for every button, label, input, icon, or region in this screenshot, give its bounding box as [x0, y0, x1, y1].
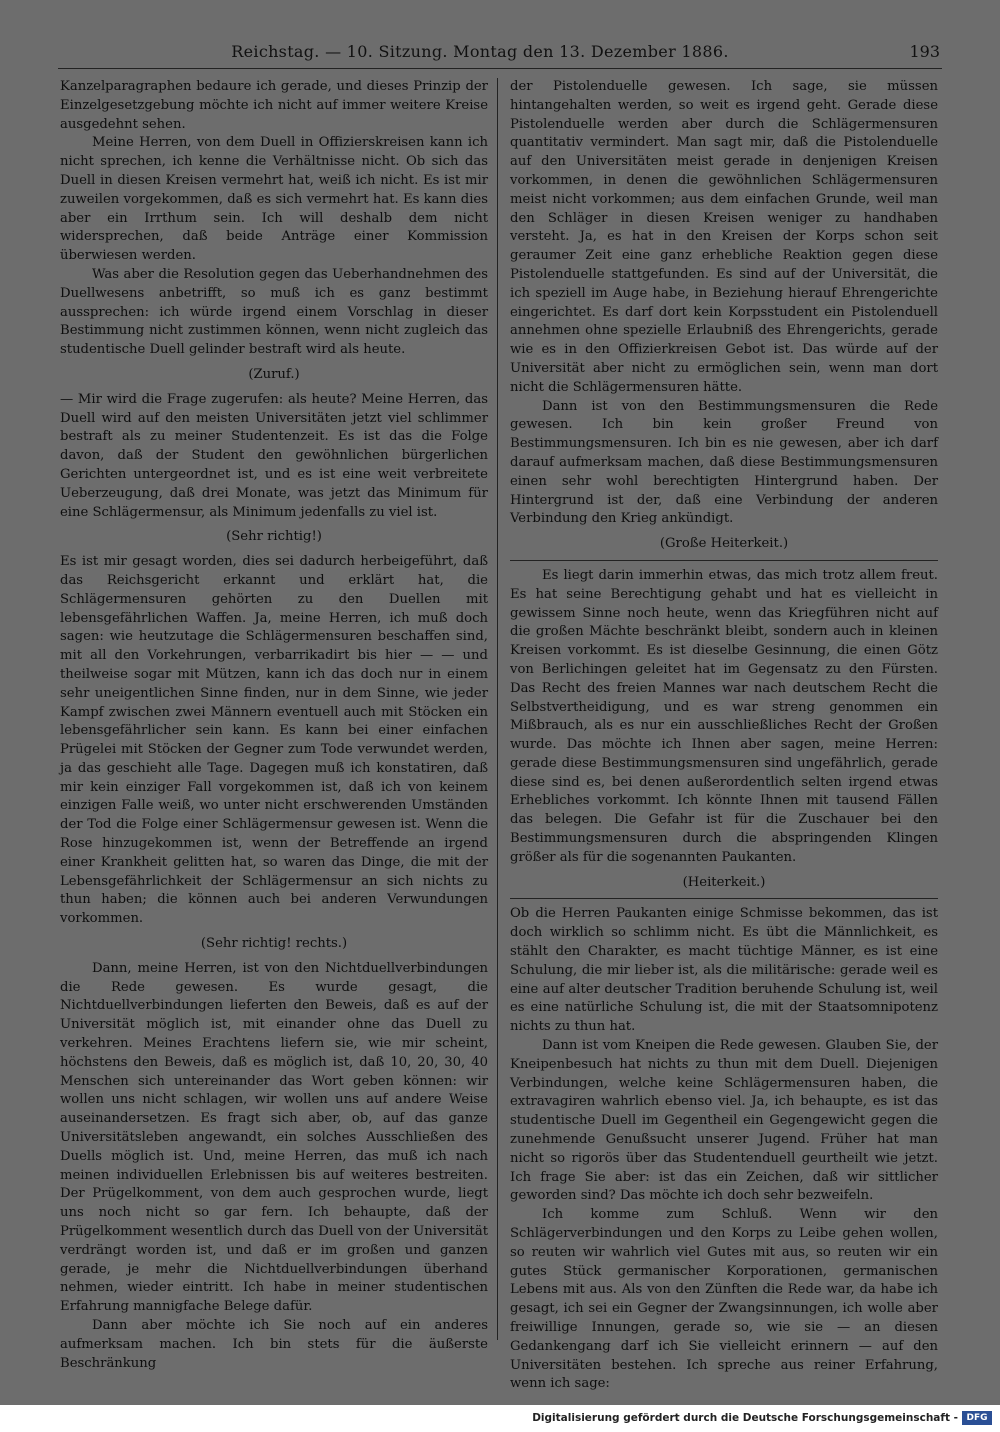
interjection: (Zuruf.)	[248, 366, 300, 382]
section-rule	[510, 898, 938, 899]
paragraph: der Pistolenduelle gewesen. Ich sage, sie müssen hintangehalten werden, so weit es irgend geht. Gerade diese Pistolenduelle werden aber durch die Schlägermensuren quantitativ vermindert. Man sagt mir, daß die Pistolenduelle auf den Universitäten meist gerade in denjenigen Kreisen vorkommen, in denen die gewöhnlichen Schlägermensuren meist nicht vorkommen; aus dem einfachen Grunde, weil man den Schläger in diesen Kreisen weniger zu handhaben versteht. Ja, es hat in den Kreisen der Korps schon seit geraumer Zeit eine ganz erhebliche Reaktion gegen diese Pistolenduelle stattgefunden. Es sind auf der Universität, die ich speziell im Auge habe, in Beziehung hierauf Ehrengerichte eingerichtet. Es darf dort kein Korpsstudent ein Pistolenduell annehmen ohne spezielle Erlaubniß des Ehrengerichts, gerade wie es in den Offizierkreisen Gebot ist. Das würde auf der Universität aber nicht zu ermöglichen sein, wenn man dort nicht die Schlägermensuren hätte.	[510, 79, 938, 395]
interjection: (Große Heiterkeit.)	[659, 536, 789, 552]
paragraph: Ob die Herren Paukanten einige Schmisse bekommen, das ist doch wirklich so schlimm nicht. Es übt die Männlichkeit, es stählt den Charakter, es macht tüchtige Männer, es ist eine Schulung, die mir lieber ist, als die militärische: gerade weil es eine auf alter deutscher Tradition beruhende Schulung ist, weil es eine natürliche Schulung ist, die mit der Staatsomnipotenz nichts zu thun hat.	[510, 906, 938, 1035]
footer-bar	[0, 1405, 1000, 1432]
running-header	[60, 38, 940, 66]
paragraph: Dann aber möchte ich Sie noch auf ein anderes aufmerksam machen. Ich bin stets für die äußerste Beschränkung	[60, 1318, 488, 1371]
paragraph: — Mir wird die Frage zugerufen: als heute? Meine Herren, das Duell wird auf den meisten Universitäten jetzt viel schlimmer bestraft als zu meiner Studentenzeit. Es ist das die Folge davon, daß der Student den gewöhnlichen bürgerlichen Gerichten untergeordnet ist, und es ist eine weit verbreitete Ueberzeugung, daß drei Monate, was jetzt das Minimum für eine Schlägermensur, als Minimum jedenfalls zu viel ist.	[60, 391, 488, 520]
dfg-logo: DFG	[962, 1411, 992, 1425]
column-divider	[497, 78, 498, 1340]
paragraph: Ich komme zum Schluß. Wenn wir den Schlägerverbindungen und den Korps zu Leibe gehen wollen, so reuten wir wahrlich viel Gutes mit aus, so reuten wir ein gutes Stück germanischer Korporationen, germanischen Lebens mit aus. Als von den Zünften die Rede war, da habe ich gesagt, ich sei ein Gegner der Zwangsinnungen, ich wolle aber freiwillige Innungen, gerade so, wie sie — an diesen Gedankengang darf ich Sie vielleicht erinnern — auf den Universitäten bestehen. Ich spreche aus reiner Erfahrung, wenn ich sage:	[510, 1207, 938, 1392]
header-rule	[58, 68, 942, 69]
paragraph: Dann ist vom Kneipen die Rede gewesen. Glauben Sie, der Kneipenbesuch hat nichts zu thun mit dem Duell. Diejenigen Verbindungen, welche keine Schlägermensuren haben, die extravagiren wahrlich ebenso viel. Ja, ich behaupte, es ist das studentische Duell im Gegentheil ein Gegengewicht gegen die zunehmende Genußsucht unserer Jugend. Früher hat man nicht so rigorös über das Studentenduell geurtheilt wie jetzt. Ich frage Sie aber: ist das ein Zeichen, daß wir sittlicher geworden sind? Das möchte ich doch sehr bezweifeln.	[510, 1038, 938, 1204]
page-number: 193	[909, 42, 940, 61]
paragraph: Kanzelparagraphen bedaure ich gerade, und dieses Prinzip der Einzelgesetzgebung möchte ich nicht auf immer weitere Kreise ausgedehnt sehen.	[60, 79, 488, 132]
interjection: (Sehr richtig! rechts.)	[200, 936, 348, 952]
section-rule	[510, 560, 938, 561]
paragraph: Es liegt darin immerhin etwas, das mich trotz allem freut. Es hat seine Berechtigung gehabt und hat es vielleicht in gewissem Sinne noch heute, wenn das Kriegführen nicht auf die großen Mächte beschränkt bleibt, sondern auch in kleinen Kreisen vorkommt. Es ist dieselbe Gesinnung, die einen Götz von Berlichingen geleitet hat im Gegensatz zu den Fürsten. Das Recht des freien Mannes war nach deutschem Recht die Selbstvertheidigung, und es war streng genommen ein Mißbrauch, als es nur ein ausschließliches Recht der Großen wurde. Das möchte ich Ihnen aber sagen, meine Herren: gerade diese Bestimmungsmensuren sind ungefährlich, gerade diese sind es, bei denen außerordentlich selten irgend etwas Erhebliches vorkommt. Ich könnte Ihnen mit tausend Fällen das belegen. Die Gefahr ist für die Zuschauer bei den Bestimmungsmensuren durch die abspringenden Klingen größer als für die sogenannten Paukanten.	[510, 567, 938, 865]
header-title: Reichstag. — 10. Sitzung. Montag den 13. Dezember 1886.	[231, 42, 729, 61]
funding-credit: Digitalisierung gefördert durch die Deutsche Forschungsgemeinschaft -	[532, 1412, 958, 1424]
interjection: (Sehr richtig!)	[226, 529, 322, 545]
left-column	[60, 78, 488, 1371]
interjection: (Heiterkeit.)	[682, 874, 766, 890]
paragraph: Dann, meine Herren, ist von den Nichtduellverbindungen die Rede gewesen. Es wurde gesagt, die Nichtduellverbindungen lieferten den Beweis, daß es auf der Universität möglich ist, mit einander ohne das Duell zu verkehren. Meines Erachtens liefern sie, wie mir scheint, höchstens den Beweis, daß es möglich ist, daß 10, 20, 30, 40 Menschen sich untereinander das Wort geben können: wir wollen uns nicht schlagen, wir wollen uns auf andere Weise auseinandersetzen. Es fragt sich aber, ob, auf das ganze Universitätsleben angewandt, ein solches Ausschließen des Duells möglich ist. Und, meine Herren, das muß ich nach meinen individuellen Erlebnissen bis auf weiteres bestreiten. Der Prügelkomment, von dem auch gesprochen wurde, liegt uns noch nicht so gar fern. Ich behaupte, daß der Prügelkomment wesentlich durch das Duell von der Universität verdrängt worden ist, und daß er im großen und ganzen gerade, je mehr die Nichtduellverbindungen überhand nehmen, wieder eintritt. Ich habe in meiner studentischen Erfahrung mannigfache Belege dafür.	[60, 960, 488, 1315]
paragraph: Meine Herren, von dem Duell in Offizierskreisen kann ich nicht sprechen, ich kenne die Verhältnisse nicht. Ob sich das Duell in diesen Kreisen vermehrt hat, weiß ich nicht. Es ist mir zuweilen vorgekommen, daß es sich vermehrt hat. Es kann dies aber ein Irrthum sein. Ich will deshalb dem nicht widersprechen, daß beide Anträge einer Kommission überwiesen werden.	[60, 135, 488, 264]
paragraph: Es ist mir gesagt worden, dies sei dadurch herbeigeführt, daß das Reichsgericht erkannt und erklärt hat, die Schlägermensuren gehörten zu den Duellen mit lebensgefährlichen Waffen. Ja, meine Herren, ich muß doch sagen: wie heutzutage die Schlägermensuren beschaffen sind, mit all den Vorkehrungen, verbarrikadirt bis hier — — und theilweise sogar mit Mützen, kann ich das doch nur in einem sehr uneigentlichen Sinne finden, nur in dem Sinne, wie jeder Kampf zwischen zwei Männern eventuell auch mit Stöcken ein lebensgefährlicher sein kann. Es kann bei einer einfachen Prügelei mit Stöcken der Gegner zum Tode verwundet werden, ja das geschieht alle Tage. Dagegen muß ich konstatiren, daß mir kein einziger Fall vorgekommen ist, daß ich von keinem einzigen Falle weiß, wo unter nicht erschwerenden Umständen der Tod die Folge einer Schlägermensur gewesen ist. Wenn die Rose hinzugekommen ist, wenn der Betreffende an irgend einer Krankheit gelitten hat, so waren das Dinge, die mit der Lebensgefährlichkeit der Schlägermensur an sich nichts zu thun haben; die können auch bei anderen Verwundungen vorkommen.	[60, 554, 488, 927]
right-column	[510, 78, 938, 1392]
paragraph: Dann ist von den Bestimmungsmensuren die Rede gewesen. Ich bin kein großer Freund von Bestimmungsmensuren. Ich bin es nie gewesen, aber ich darf darauf aufmerksam machen, daß diese Bestimmungsmensuren einen sehr wohl berechtigten Hintergrund haben. Der Hintergrund ist der, daß eine Verbindung der anderen Verbindung den Krieg ankündigt.	[510, 398, 938, 527]
paragraph: Was aber die Resolution gegen das Ueberhandnehmen des Duellwesens anbetrifft, so muß ich es ganz bestimmt aussprechen: ich würde irgend einem Vorschlag in dieser Bestimmung nicht zustimmen können, wenn nicht zugleich das studentische Duell gelinder bestraft wird als heute.	[60, 266, 488, 358]
